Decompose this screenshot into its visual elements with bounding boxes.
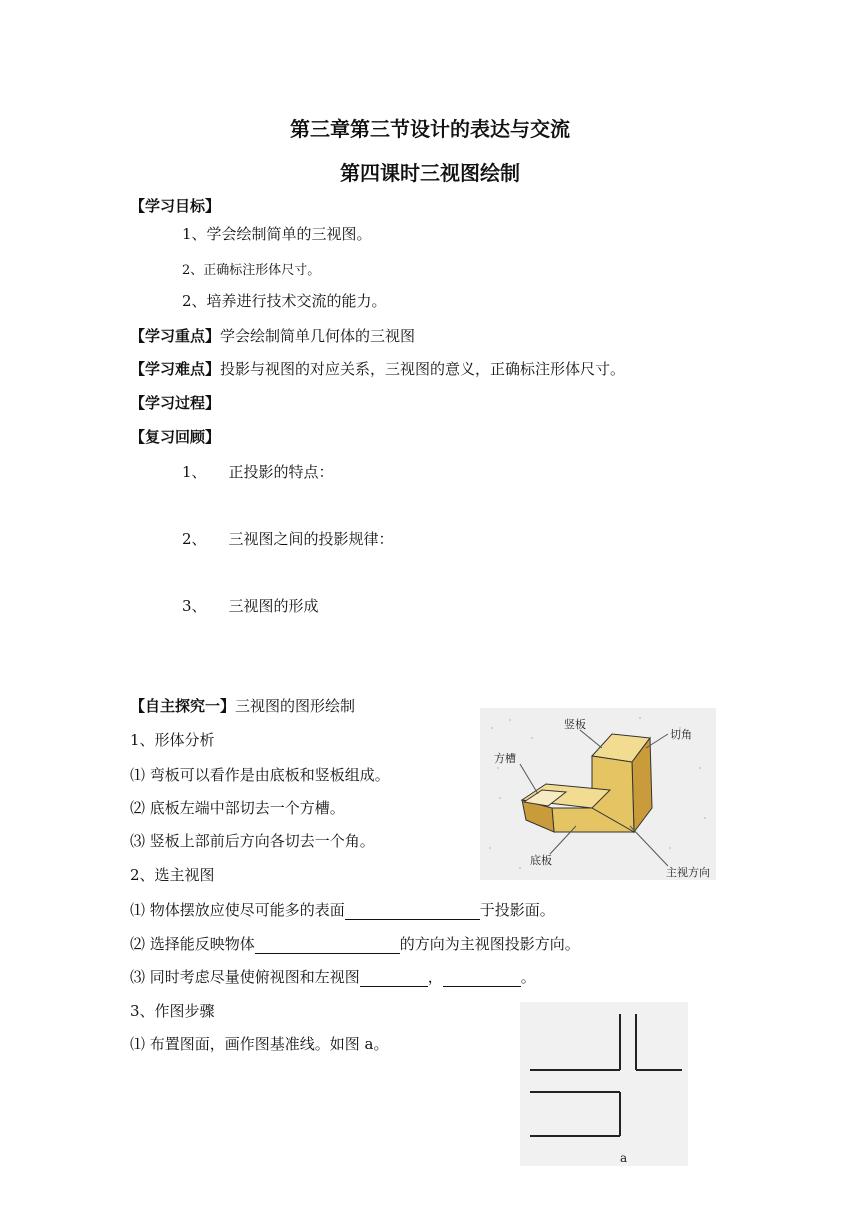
review-item — [182, 595, 319, 616]
review-item-text: 三视图的形成 — [228, 597, 319, 615]
explore-heading — [130, 695, 355, 716]
steps-heading: 3、作图步骤 — [130, 1002, 215, 1020]
label-base-plate: 底板 — [530, 854, 552, 867]
answer-blank[interactable] — [443, 971, 521, 987]
baseline-figure-a — [520, 1002, 688, 1166]
leader-line — [520, 764, 538, 794]
question-text: ⑴ 物体摆放应使尽可能多的表面 — [130, 901, 345, 919]
shape-analysis-item: ⑴ 弯板可以看作是由底板和竖板组成。 — [130, 766, 390, 784]
page-subtitle: 第四课时三视图绘制 — [340, 161, 520, 185]
bent-plate-drawing — [480, 708, 716, 880]
shape-analysis-item: ⑵ 底板左端中部切去一个方槽。 — [130, 799, 345, 817]
key-point-text: 学会绘制简单几何体的三视图 — [220, 327, 416, 345]
main-view-heading: 2、选主视图 — [130, 866, 215, 884]
review-item — [182, 461, 334, 482]
question-text: ⑶ 同时考虑尽量使俯视图和左视图 — [130, 968, 360, 986]
main-view-item-2 — [130, 933, 580, 954]
label-main-direction: 主视方向 — [666, 866, 710, 879]
question-text: ， — [427, 968, 443, 986]
explore-label: 【自主探究一】 — [130, 697, 236, 715]
objectives-heading: 【学习目标】 — [130, 197, 221, 215]
figure-caption: a — [620, 1151, 628, 1165]
review-item-text: 正投影的特点： — [228, 463, 334, 481]
shape-analysis-heading: 1、形体分析 — [130, 731, 215, 749]
label-vertical-plate: 竖板 — [564, 718, 586, 731]
leader-line — [630, 826, 668, 866]
review-item-number: 2、 — [182, 530, 207, 548]
main-view-item-1 — [130, 899, 555, 920]
label-chamfer: 切角 — [670, 728, 692, 741]
main-view-item-3 — [130, 966, 536, 987]
baseline-drawing — [520, 1002, 688, 1166]
review-item-number: 3、 — [182, 597, 207, 615]
review-item-number: 1、 — [182, 463, 207, 481]
difficulty-label: 【学习难点】 — [130, 360, 221, 378]
label-slot: 方槽 — [494, 752, 516, 765]
question-text: ⑵ 选择能反映物体 — [130, 935, 255, 953]
question-text: 于投影面。 — [479, 901, 555, 919]
shape-analysis-item: ⑶ 竖板上部前后方向各切去一个角。 — [130, 832, 375, 850]
objective-item: 2、正确标注形体尺寸。 — [182, 263, 321, 278]
key-point-label: 【学习重点】 — [130, 327, 221, 345]
objective-item: 1、学会绘制简单的三视图。 — [182, 225, 372, 243]
question-text: 的方向为主视图投影方向。 — [399, 935, 580, 953]
page-title: 第三章第三节设计的表达与交流 — [290, 117, 570, 141]
question-text: 。 — [520, 968, 536, 986]
objective-item: 2、培养进行技术交流的能力。 — [182, 292, 387, 310]
steps-item: ⑴ 布置图面，画作图基准线。如图 a。 — [130, 1035, 389, 1053]
answer-blank[interactable] — [360, 971, 428, 987]
answer-blank[interactable] — [255, 938, 400, 954]
explore-text: 三视图的图形绘制 — [235, 697, 356, 715]
bent-plate-figure — [480, 708, 716, 880]
process-heading: 【学习过程】 — [130, 394, 221, 412]
difficulty-text: 投影与视图的对应关系，三视图的意义，正确标注形体尺寸。 — [220, 360, 626, 378]
answer-blank[interactable] — [345, 904, 480, 920]
review-item-text: 三视图之间的投影规律： — [228, 530, 394, 548]
review-item — [182, 528, 394, 549]
leader-line — [580, 730, 602, 748]
key-point — [130, 325, 415, 346]
review-heading: 【复习回顾】 — [130, 428, 221, 446]
difficulty — [130, 358, 625, 379]
